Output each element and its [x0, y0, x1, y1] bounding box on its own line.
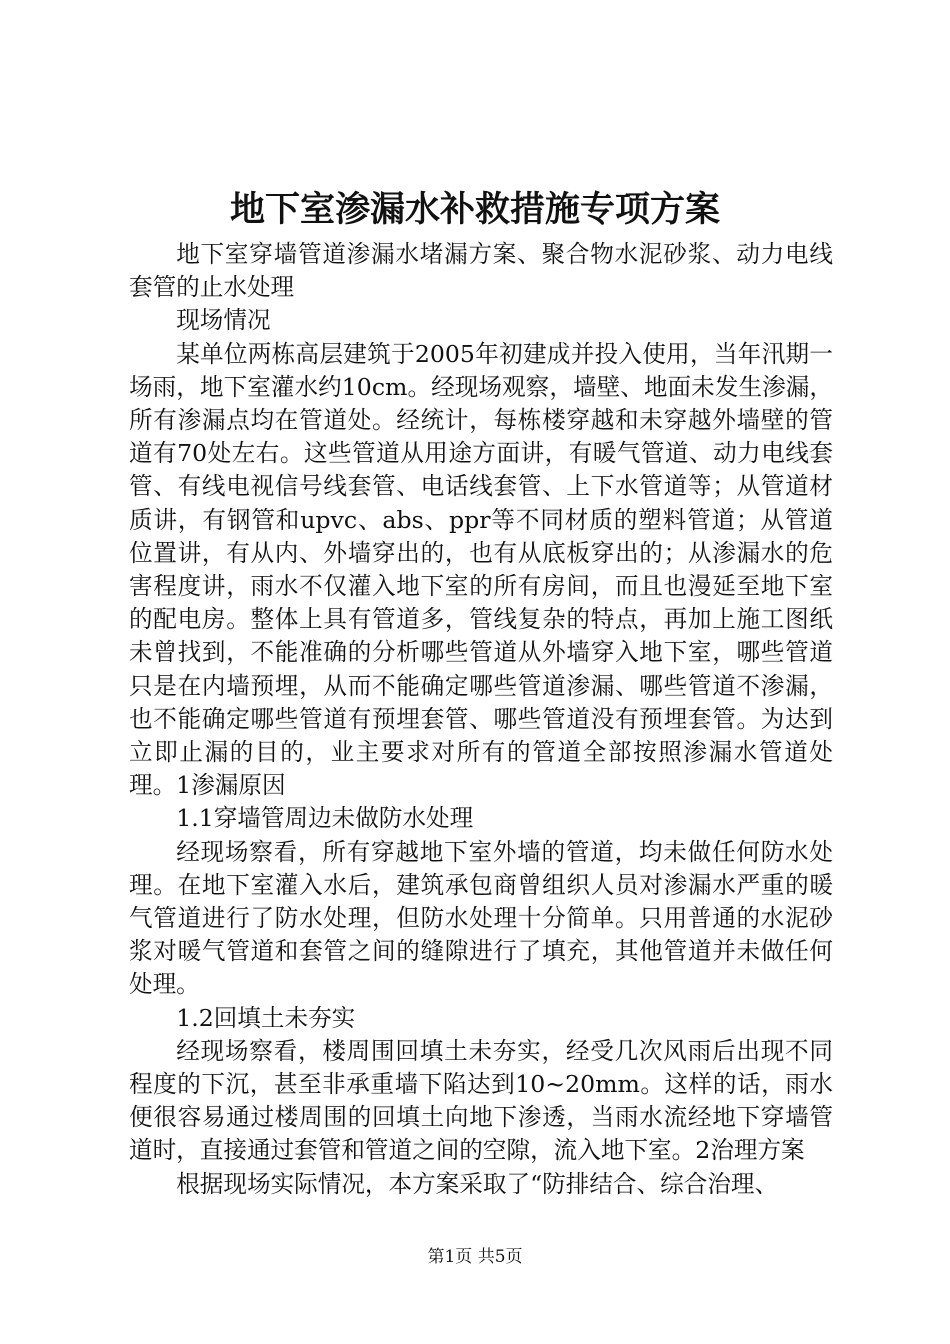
- paragraph-section-1-2-heading: 1.2回填土未夯实: [176, 1003, 356, 1032]
- paragraph-section-2-body: 根据现场实际情况，本方案采取了“防排结合、综合治理、: [176, 1169, 779, 1198]
- document-body: [129, 238, 833, 1201]
- document-title: 地下室渗漏水补救措施专项方案: [229, 189, 720, 230]
- paragraph-section-1-1-body: 经现场察看，所有穿越地下室外墙的管道，均未做任何防水处理。在地下室灌入水后，建筑承包商曾组织人员对渗漏水严重的暖气管道进行了防水处理，但防水处理十分简单。只用普通的水泥砂浆对暖气管道和套管之间的缝隙进行了填充，其他管道并未做任何处理。: [129, 837, 833, 999]
- paragraph-site-heading: 现场情况: [176, 306, 271, 335]
- paragraph-section-1-2-body: 经现场察看，楼周围回填土未夯实，经受几次风雨后出现不同程度的下沉，甚至非承重墙下陷达到10~20mm。这样的话，雨水便很容易通过楼周围的回填土向地下渗透，当雨水流经地下穿墙管道时，直接通过套管和管道之间的空隙，流入地下室。2治理方案: [129, 1036, 833, 1165]
- paragraph-intro: 地下室穿墙管道渗漏水堵漏方案、聚合物水泥砂浆、动力电线套管的止水处理: [129, 240, 833, 302]
- paragraph-section-1-1-heading: 1.1穿墙管周边未做防水处理: [176, 804, 474, 833]
- page-footer: 第1页 共5页: [427, 1247, 523, 1267]
- paragraph-site-description: 某单位两栋高层建筑于2005年初建成并投入使用，当年汛期一场雨，地下室灌水约10cm。经现场观察，墙壁、地面未发生渗漏，所有渗漏点均在管道处。经统计，每栋楼穿越和未穿越外墙壁的管道有70处左右。这些管道从用途方面讲，有暖气管道、动力电线套管、有线电视信号线套管、电话线套管、上下水管道等；从管道材质讲，有钢管和upvc、abs、ppr等不同材质的塑料管道；从管道位置讲，有从内、外墙穿出的，也有从底板穿出的；从渗漏水的危害程度讲，雨水不仅灌入地下室的所有房间，而且也漫延至地下室的配电房。整体上具有管道多，管线复杂的特点，再加上施工图纸未曾找到，不能准确的分析哪些管道从外墙穿入地下室，哪些管道只是在内墙预埋，从而不能确定哪些管道渗漏、哪些管道不渗漏，也不能确定哪些管道有预埋套管、哪些管道没有预埋套管。为达到立即止漏的目的，业主要求对所有的管道全部按照渗漏水管道处理。1渗漏原因: [129, 339, 833, 800]
